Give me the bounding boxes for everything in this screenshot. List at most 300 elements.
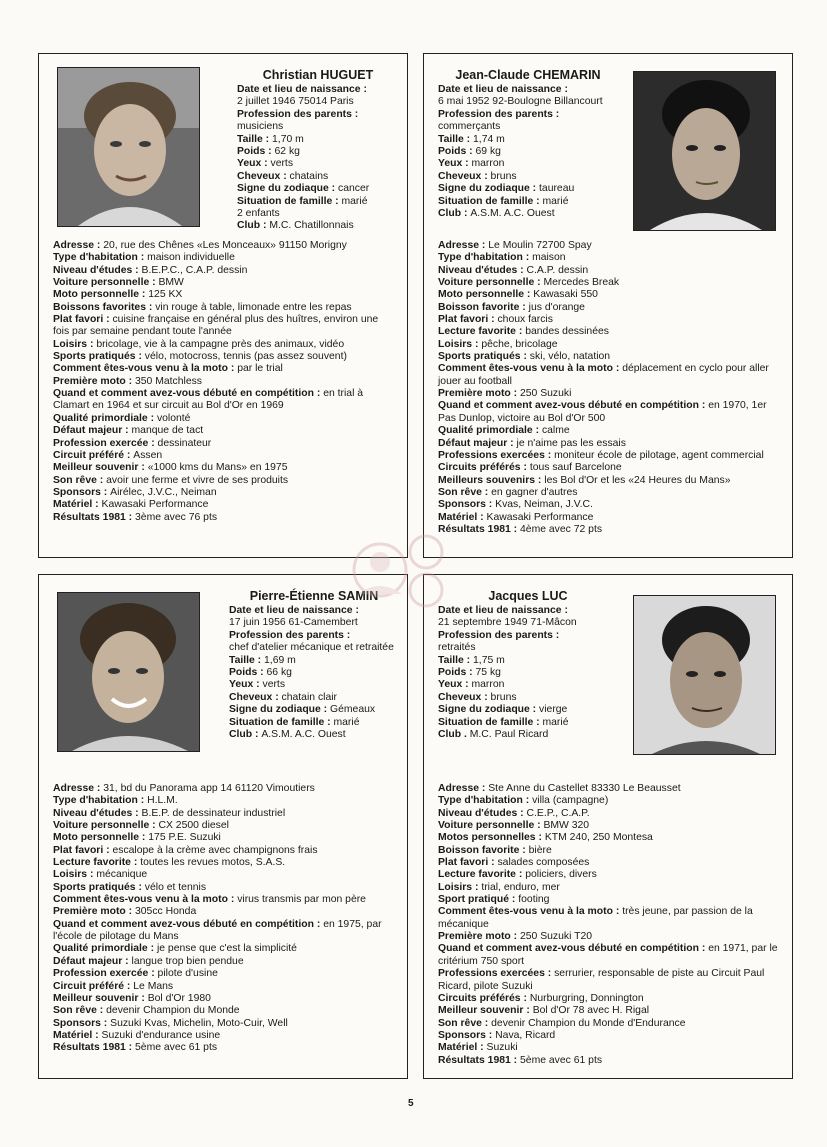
field-row bbox=[53, 783, 393, 795]
field-label: Date et lieu de naissance : bbox=[237, 84, 367, 95]
field-value: bruns bbox=[490, 170, 517, 182]
rider-card-huguet bbox=[38, 53, 408, 558]
field-label: Profession des parents : bbox=[438, 108, 560, 120]
field-value: salades composées bbox=[497, 857, 590, 869]
field-label: Professions exercées : bbox=[438, 968, 555, 980]
field-row bbox=[53, 265, 393, 277]
field-row bbox=[438, 894, 778, 906]
field-value: choux farcis bbox=[497, 314, 553, 326]
field-value: 2 enfants bbox=[237, 208, 280, 220]
field-row bbox=[53, 475, 393, 487]
field-value: Mercedes Break bbox=[543, 277, 620, 289]
field-label: Voiture personnelle : bbox=[438, 277, 544, 289]
field-value: escalope à la crème avec champignons frais bbox=[112, 844, 318, 856]
field-label: Son rêve : bbox=[438, 486, 492, 498]
field-row bbox=[438, 524, 778, 536]
field-label: Son rêve : bbox=[53, 474, 107, 486]
field-label: Voiture personnelle : bbox=[53, 820, 159, 832]
field-value: Assen bbox=[133, 449, 163, 461]
field-value: 250 Suzuki T20 bbox=[520, 931, 593, 943]
field-label: Sports pratiqués : bbox=[438, 351, 530, 363]
field-label: Moto personnelle : bbox=[438, 289, 534, 301]
field-label: Date et lieu de naissance : bbox=[438, 605, 568, 616]
field-value: jus d'orange bbox=[528, 301, 585, 313]
field-label: Sponsors : bbox=[438, 1029, 496, 1041]
field-row bbox=[53, 438, 393, 450]
field-label: Taille : bbox=[229, 654, 265, 666]
field-value: 21 septembre 1949 71-Mâcon bbox=[438, 617, 577, 629]
field-label: Qualité primordiale : bbox=[438, 425, 542, 437]
field-row bbox=[229, 704, 399, 716]
field-row bbox=[237, 146, 399, 158]
rider-name: Christian HUGUET bbox=[262, 68, 374, 82]
field-value: marron bbox=[471, 158, 505, 170]
field-row bbox=[438, 487, 778, 499]
field-value: en 1970, 1er Pas Dunlop, victoire au Bol d'Or 500 bbox=[438, 400, 767, 424]
field-value: je n'aime pas les essais bbox=[516, 437, 626, 449]
field-label: Sports pratiqués : bbox=[53, 881, 145, 893]
rider-card-luc bbox=[423, 574, 793, 1079]
field-label: Matériel : bbox=[53, 499, 102, 511]
field-row bbox=[438, 425, 778, 437]
field-row bbox=[438, 208, 618, 220]
header-fields bbox=[237, 84, 399, 233]
field-value: pilote d'usine bbox=[157, 968, 218, 980]
field-value: 125 KX bbox=[148, 289, 183, 301]
field-label: Cheveux : bbox=[438, 170, 491, 182]
field-value: cancer bbox=[338, 183, 370, 195]
field-label: Adresse : bbox=[53, 783, 104, 794]
rider-header bbox=[438, 68, 618, 220]
field-value: calme bbox=[541, 425, 570, 437]
field-value: Kvas, Neiman, J.V.C. bbox=[495, 499, 593, 511]
field-row bbox=[237, 134, 399, 146]
field-row bbox=[438, 832, 778, 844]
field-row bbox=[237, 158, 399, 170]
field-row bbox=[438, 642, 618, 654]
field-value: tous sauf Barcelone bbox=[529, 462, 622, 474]
field-row bbox=[438, 289, 778, 301]
field-label: Qualité primordiale : bbox=[53, 412, 157, 424]
field-value: serrurier, responsable de piste au Circuit Paul Ricard, pilote Suzuki bbox=[438, 968, 765, 992]
field-value: 31, bd du Panorama app 14 61120 Vimoutiers bbox=[103, 783, 315, 794]
field-value: 75 kg bbox=[475, 667, 501, 679]
field-value: maison individuelle bbox=[147, 252, 235, 264]
field-row bbox=[438, 388, 778, 400]
field-label: Moto personnelle : bbox=[53, 832, 149, 844]
field-row bbox=[438, 475, 778, 487]
field-label: Moto personnelle : bbox=[53, 289, 149, 301]
field-value: 4ème avec 72 pts bbox=[520, 523, 603, 535]
field-label: Quand et comment avez-vous débuté en compétition : bbox=[53, 388, 324, 400]
field-row bbox=[237, 96, 399, 108]
rider-name: Pierre-Étienne SAMIN bbox=[249, 589, 379, 603]
field-label: Yeux : bbox=[438, 679, 472, 691]
field-value: Ste Anne du Castellet 83330 Le Beausset bbox=[488, 783, 681, 794]
field-label: Yeux : bbox=[438, 158, 472, 170]
field-label: Situation de famille : bbox=[229, 716, 334, 728]
field-row bbox=[438, 655, 618, 667]
field-value: M.C. Chatillonnais bbox=[269, 220, 354, 232]
field-value: 250 Suzuki bbox=[520, 388, 572, 400]
field-row bbox=[438, 717, 618, 729]
field-label: Boisson favorite : bbox=[438, 844, 529, 856]
field-row bbox=[53, 388, 393, 413]
field-label: Niveau d'études : bbox=[53, 807, 142, 819]
field-row bbox=[438, 277, 778, 289]
field-row bbox=[53, 919, 393, 944]
field-row bbox=[53, 869, 393, 881]
field-value: BMW bbox=[158, 277, 184, 289]
field-value: Bol d'Or 1980 bbox=[147, 992, 211, 1004]
field-value: B.E.P. de dessinateur industriel bbox=[141, 807, 286, 819]
field-value: dessinateur bbox=[157, 437, 212, 449]
field-value: trial, enduro, mer bbox=[481, 881, 560, 893]
field-value: A.S.M. A.C. Ouest bbox=[261, 729, 346, 741]
field-label: Date et lieu de naissance : bbox=[229, 605, 359, 616]
field-value: 69 kg bbox=[475, 146, 501, 158]
field-label: Type d'habitation : bbox=[53, 252, 148, 264]
field-label: Comment êtes-vous venu à la moto : bbox=[53, 894, 238, 906]
field-label: Sponsors : bbox=[438, 499, 496, 511]
field-row bbox=[53, 302, 393, 314]
portrait-image bbox=[58, 68, 199, 226]
field-row bbox=[438, 605, 618, 617]
field-row bbox=[53, 512, 393, 524]
field-label: Comment êtes-vous venu à la moto : bbox=[438, 363, 623, 375]
field-value: bricolage, vie à la campagne près des animaux, vidéo bbox=[96, 338, 345, 350]
field-row bbox=[438, 857, 778, 869]
field-row bbox=[438, 363, 778, 388]
field-value: Airélec, J.V.C., Neiman bbox=[110, 486, 217, 498]
rider-photo bbox=[57, 67, 200, 227]
field-row bbox=[229, 642, 399, 654]
field-label: Meilleur souvenir : bbox=[53, 992, 148, 1004]
field-value: 2 juillet 1946 75014 Paris bbox=[237, 96, 354, 108]
field-value: «1000 kms du Mans» en 1975 bbox=[147, 462, 288, 474]
field-value: cuisine française en général plus des huîtres, environ une fois par semaine pendant toute l'année bbox=[53, 314, 379, 338]
field-value: bière bbox=[528, 844, 552, 856]
field-label: Meilleur souvenir : bbox=[53, 462, 148, 474]
field-label: Profession des parents : bbox=[438, 629, 560, 641]
field-value: 66 kg bbox=[266, 667, 292, 679]
field-label: Résultats 1981 : bbox=[438, 1054, 521, 1066]
field-value: langue trop bien pendue bbox=[131, 955, 244, 967]
field-row bbox=[438, 869, 778, 881]
field-row bbox=[53, 351, 393, 363]
field-value: vélo, motocross, tennis (pas assez souvent) bbox=[144, 351, 347, 363]
field-row bbox=[438, 96, 618, 108]
field-row bbox=[53, 968, 393, 980]
field-value: en 1971, par le critérium 750 sport bbox=[438, 943, 778, 967]
field-label: Résultats 1981 : bbox=[438, 523, 521, 535]
field-value: vélo et tennis bbox=[144, 881, 207, 893]
field-row bbox=[438, 943, 778, 968]
field-label: Loisirs : bbox=[53, 338, 97, 350]
field-row bbox=[438, 512, 778, 524]
field-row bbox=[53, 1042, 393, 1054]
field-value: en trial à Clamart en 1964 et sur circuit au Bol d'Or en 1969 bbox=[53, 388, 364, 412]
field-value: vierge bbox=[539, 704, 568, 716]
field-label: Loisirs : bbox=[438, 881, 482, 893]
portrait-image bbox=[634, 596, 775, 754]
field-row bbox=[438, 302, 778, 314]
field-value: marié bbox=[542, 716, 569, 728]
field-row bbox=[53, 339, 393, 351]
field-label: Son rêve : bbox=[53, 1005, 107, 1017]
field-value: marié bbox=[542, 195, 569, 207]
rider-header bbox=[438, 589, 618, 741]
rider-photo bbox=[633, 71, 776, 231]
field-value: mécanique bbox=[96, 869, 148, 881]
field-label: Meilleurs souvenirs : bbox=[438, 474, 545, 486]
field-row bbox=[438, 351, 778, 363]
field-value: 5ème avec 61 pts bbox=[520, 1054, 603, 1066]
field-row bbox=[438, 692, 618, 704]
rider-photo bbox=[633, 595, 776, 755]
field-label: Niveau d'études : bbox=[438, 807, 527, 819]
field-value: Kawasaki Performance bbox=[101, 499, 209, 511]
field-row bbox=[53, 943, 393, 955]
field-row bbox=[53, 289, 393, 301]
field-label: Meilleur souvenir : bbox=[438, 1005, 533, 1017]
field-label: Signe du zodiaque : bbox=[237, 183, 339, 195]
field-row bbox=[53, 450, 393, 462]
field-label: Taille : bbox=[438, 133, 474, 145]
field-row bbox=[53, 993, 393, 1005]
field-value: 62 kg bbox=[274, 146, 300, 158]
field-row bbox=[53, 845, 393, 857]
field-row bbox=[438, 795, 778, 807]
field-value: 175 P.E. Suzuki bbox=[148, 832, 221, 844]
field-value: C.E.P., C.A.P. bbox=[526, 807, 590, 819]
field-label: Date et lieu de naissance : bbox=[438, 84, 568, 95]
field-label: Profession des parents : bbox=[237, 108, 359, 120]
field-row bbox=[229, 679, 399, 691]
field-row bbox=[438, 1042, 778, 1054]
field-label: Boisson favorite : bbox=[438, 301, 529, 313]
field-label: Taille : bbox=[438, 654, 474, 666]
field-value: 5ème avec 61 pts bbox=[135, 1042, 218, 1054]
field-value: footing bbox=[518, 894, 550, 906]
field-value: par le trial bbox=[237, 363, 283, 375]
field-value: bruns bbox=[490, 691, 517, 703]
field-row bbox=[438, 667, 618, 679]
field-row bbox=[53, 832, 393, 844]
field-label: Première moto : bbox=[438, 931, 520, 943]
field-label: Voiture personnelle : bbox=[53, 277, 159, 289]
field-row bbox=[438, 438, 778, 450]
rider-card-samin bbox=[38, 574, 408, 1079]
field-value: Suzuki d'endurance usine bbox=[101, 1029, 221, 1041]
rider-card-chemarin bbox=[423, 53, 793, 558]
field-row bbox=[53, 376, 393, 388]
field-value: 1,70 m bbox=[272, 133, 304, 145]
field-row bbox=[438, 820, 778, 832]
field-row bbox=[438, 1055, 778, 1067]
field-row bbox=[53, 487, 393, 499]
field-label: Type d'habitation : bbox=[438, 252, 533, 264]
field-value: H.L.M. bbox=[147, 795, 178, 807]
field-row bbox=[438, 1030, 778, 1042]
field-row bbox=[229, 729, 399, 741]
field-value: les Bol d'Or et les «24 Heures du Mans» bbox=[544, 474, 731, 486]
field-row bbox=[438, 729, 618, 741]
field-label: Résultats 1981 : bbox=[53, 1042, 136, 1054]
field-row bbox=[438, 84, 618, 96]
field-value: taureau bbox=[539, 183, 575, 195]
field-value: 305cc Honda bbox=[135, 906, 197, 918]
field-value: retraités bbox=[438, 642, 476, 654]
portrait-image bbox=[58, 593, 199, 751]
header-fields bbox=[229, 605, 399, 741]
field-label: Situation de famille : bbox=[237, 195, 342, 207]
field-row bbox=[53, 882, 393, 894]
field-row bbox=[438, 808, 778, 820]
field-label: Défaut majeur : bbox=[438, 437, 517, 449]
header-fields bbox=[438, 605, 618, 741]
field-row bbox=[438, 109, 618, 121]
portrait-image bbox=[634, 72, 775, 230]
field-row bbox=[438, 196, 618, 208]
field-label: Lecture favorite : bbox=[53, 857, 141, 869]
field-value: 350 Matchless bbox=[135, 375, 202, 387]
field-label: Circuits préférés : bbox=[438, 462, 530, 474]
field-label: Défaut majeur : bbox=[53, 425, 132, 437]
field-row bbox=[53, 363, 393, 375]
field-value: maison bbox=[532, 252, 566, 264]
field-value: M.C. Paul Ricard bbox=[469, 729, 549, 741]
field-value: vin rouge à table, limonade entre les repas bbox=[155, 301, 352, 313]
field-label: Circuit préféré : bbox=[53, 980, 134, 992]
field-label: Niveau d'études : bbox=[438, 264, 527, 276]
field-label: Lecture favorite : bbox=[438, 869, 526, 881]
field-value: A.S.M. A.C. Ouest bbox=[470, 208, 555, 220]
field-value: 20, rue des Chênes «Les Monceaux» 91150 Morigny bbox=[103, 240, 347, 251]
field-row bbox=[237, 109, 399, 121]
field-label: Voiture personnelle : bbox=[438, 820, 544, 832]
field-label: Boissons favorites : bbox=[53, 301, 156, 313]
field-row bbox=[229, 667, 399, 679]
field-row bbox=[438, 783, 778, 795]
field-label: Quand et comment avez-vous débuté en compétition : bbox=[53, 918, 324, 930]
field-row bbox=[438, 704, 618, 716]
field-row bbox=[53, 1018, 393, 1030]
field-value: toutes les revues motos, S.A.S. bbox=[140, 857, 286, 869]
field-value: devenir Champion du Monde bbox=[106, 1005, 240, 1017]
field-row bbox=[438, 630, 618, 642]
field-row bbox=[438, 339, 778, 351]
field-value: en gagner d'autres bbox=[491, 486, 578, 498]
field-label: Cheveux : bbox=[438, 691, 491, 703]
rider-details bbox=[438, 240, 778, 536]
field-label: Quand et comment avez-vous débuté en compétition : bbox=[438, 943, 709, 955]
field-row bbox=[237, 196, 399, 208]
rider-name: Jacques LUC bbox=[488, 589, 568, 603]
field-value: 6 mai 1952 92-Boulogne Billancourt bbox=[438, 96, 603, 108]
field-value: marié bbox=[341, 195, 368, 207]
page-number: 5 bbox=[408, 1098, 414, 1109]
field-label: Club . bbox=[438, 729, 470, 741]
field-label: Résultats 1981 : bbox=[53, 511, 136, 523]
field-value: Le Moulin 72700 Spay bbox=[488, 240, 592, 251]
field-row bbox=[229, 655, 399, 667]
field-row bbox=[53, 795, 393, 807]
field-label: Première moto : bbox=[438, 388, 520, 400]
field-value: 1,75 m bbox=[473, 654, 505, 666]
field-row bbox=[438, 158, 618, 170]
field-row bbox=[438, 845, 778, 857]
field-row bbox=[237, 121, 399, 133]
field-label: Signe du zodiaque : bbox=[229, 704, 331, 716]
field-value: Kawasaki Performance bbox=[486, 511, 594, 523]
field-label: Première moto : bbox=[53, 375, 135, 387]
field-value: moniteur école de pilotage, agent commercial bbox=[554, 449, 764, 461]
field-row bbox=[438, 499, 778, 511]
field-value: 3ème avec 76 pts bbox=[135, 511, 218, 523]
field-row bbox=[229, 717, 399, 729]
field-label: Plat favori : bbox=[53, 844, 113, 856]
field-label: Poids : bbox=[229, 667, 267, 679]
field-row bbox=[53, 314, 393, 339]
field-row bbox=[237, 183, 399, 195]
field-label: Quand et comment avez-vous débuté en compétition : bbox=[438, 400, 709, 412]
field-value: chatain clair bbox=[281, 691, 337, 703]
field-value: Nurburgring, Donnington bbox=[529, 992, 644, 1004]
field-label: Défaut majeur : bbox=[53, 955, 132, 967]
field-label: Club : bbox=[229, 729, 262, 741]
rider-name: Jean-Claude CHEMARIN bbox=[455, 68, 601, 82]
field-label: Signe du zodiaque : bbox=[438, 704, 540, 716]
field-value: marron bbox=[471, 679, 505, 691]
field-value: commerçants bbox=[438, 121, 501, 133]
field-row bbox=[438, 968, 778, 993]
field-label: Poids : bbox=[438, 146, 476, 158]
field-value: marié bbox=[333, 716, 360, 728]
field-row bbox=[438, 400, 778, 425]
rider-details bbox=[438, 783, 778, 1067]
field-label: Première moto : bbox=[53, 906, 135, 918]
field-row bbox=[53, 820, 393, 832]
field-row bbox=[53, 413, 393, 425]
field-label: Club : bbox=[438, 208, 471, 220]
field-label: Niveau d'études : bbox=[53, 264, 142, 276]
field-value: verts bbox=[270, 158, 294, 170]
field-value: en 1975, par l'école de pilotage du Mans bbox=[53, 918, 382, 943]
rider-header bbox=[237, 68, 399, 233]
field-row bbox=[53, 240, 393, 252]
field-label: Taille : bbox=[237, 133, 273, 145]
rider-details bbox=[53, 783, 393, 1055]
field-label: Club : bbox=[237, 220, 270, 232]
field-row bbox=[237, 208, 399, 220]
watermark-logo bbox=[346, 522, 456, 618]
field-row bbox=[53, 808, 393, 820]
field-row bbox=[53, 857, 393, 869]
field-value: CX 2500 diesel bbox=[158, 820, 229, 832]
field-value: virus transmis par mon père bbox=[237, 894, 366, 906]
field-row bbox=[229, 692, 399, 704]
field-row bbox=[438, 134, 618, 146]
field-row bbox=[438, 462, 778, 474]
field-value: Kawasaki 550 bbox=[533, 289, 598, 301]
field-value: chef d'atelier mécanique et retraitée bbox=[229, 642, 394, 654]
field-row bbox=[237, 84, 399, 96]
field-value: 17 juin 1956 61-Camembert bbox=[229, 617, 358, 629]
field-label: Comment êtes-vous venu à la moto : bbox=[53, 363, 238, 375]
field-label: Sports pratiqués : bbox=[53, 351, 145, 363]
field-row bbox=[438, 882, 778, 894]
